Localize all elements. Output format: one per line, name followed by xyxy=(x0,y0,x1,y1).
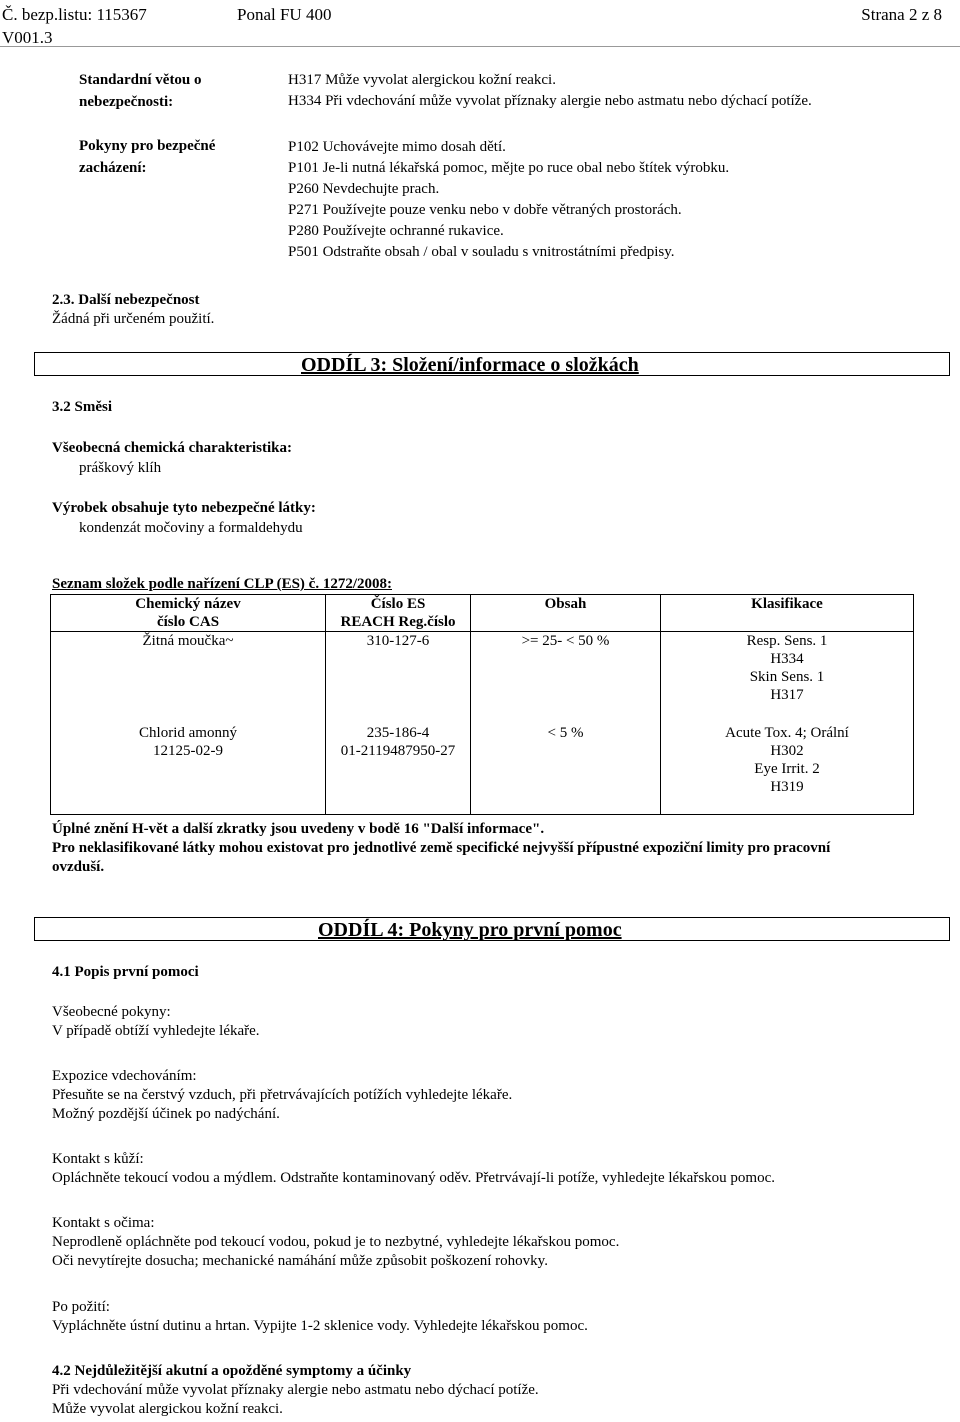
inhalation-text: Přesuňte se na čerstvý vzduch, při přetrvávajících potížích vyhledejte lékaře. xyxy=(52,1087,513,1103)
label-line: Pokyny pro bezpečné xyxy=(79,138,216,154)
table-row xyxy=(51,632,914,723)
section3-title: ODDÍL 3: Složení/informace o složkách xyxy=(301,354,639,376)
h-statement: H334 Při vdechování může vyvolat příznaky alergie nebo astmatu nebo dýchací potíže. xyxy=(288,93,812,109)
note-exposure-limits-cont: ovzduší. xyxy=(52,859,105,875)
cell-ec xyxy=(326,632,471,723)
general-advice-text: V případě obtíží vyhledejte lékaře. xyxy=(52,1023,260,1039)
chemical-name: Chlorid amonný xyxy=(139,725,237,741)
skin-contact-text: Opláchněte tekoucí vodou a mýdlem. Odstraňte kontaminovaný oděv. Přetrvávají-li potíže, vyhledejte lékařskou pomoc. xyxy=(52,1170,775,1186)
header-text: Chemický název xyxy=(135,596,241,612)
precautionary-statements xyxy=(288,137,948,263)
page-number: Strana 2 z 8 xyxy=(861,5,942,24)
general-characteristic-label: Všeobecná chemická charakteristika: xyxy=(52,440,292,456)
chemical-name: Žitná moučka~ xyxy=(142,633,234,649)
cell-content xyxy=(471,722,661,815)
skin-contact-label: Kontakt s kůží: xyxy=(52,1151,144,1167)
other-hazard-heading: 2.3. Další nebezpečnost xyxy=(52,292,200,308)
inhalation-label: Expozice vdechováním: xyxy=(52,1068,197,1084)
components-list-heading: Seznam složek podle nařízení CLP (ES) č. 1272/2008: xyxy=(52,576,392,592)
header-text: REACH Reg.číslo xyxy=(340,614,456,630)
classification-line: H334 xyxy=(770,651,804,667)
ec-number: 310-127-6 xyxy=(366,633,430,649)
inhalation-text: Možný pozdější účinek po nadýchání. xyxy=(52,1106,280,1122)
table-row xyxy=(51,722,914,815)
h-statement: H317 Může vyvolat alergickou kožní reakci. xyxy=(288,72,556,88)
header-text: Číslo ES xyxy=(370,596,426,612)
inhalation xyxy=(52,1067,932,1124)
label-line: Standardní větou o xyxy=(79,72,202,88)
general-advice xyxy=(52,1003,932,1041)
p-statement: P102 Uchovávejte mimo dosah dětí. xyxy=(288,139,506,155)
cell-name xyxy=(51,632,326,723)
label-line: zacházení: xyxy=(79,160,147,176)
components-table xyxy=(50,594,914,815)
reach-number: 01-2119487950-27 xyxy=(340,743,456,759)
cell-ec xyxy=(326,722,471,815)
hazardous-substances-value: kondenzát močoviny a formaldehydu xyxy=(79,520,303,536)
col-content xyxy=(471,595,661,632)
p-statement: P501 Odstraňte obsah / obal v souladu s vnitrostátními předpisy. xyxy=(288,244,675,260)
table-header-row xyxy=(51,595,914,632)
product-name: Ponal FU 400 xyxy=(237,5,332,24)
header-text: Klasifikace xyxy=(751,596,823,612)
precautionary-label xyxy=(79,135,279,179)
cell-name xyxy=(51,722,326,815)
section3-subheading: 3.2 Směsi xyxy=(52,399,112,415)
ingestion-label: Po požití: xyxy=(52,1299,110,1315)
col-chemical-name xyxy=(51,595,326,632)
general-advice-label: Všeobecné pokyny: xyxy=(52,1004,171,1020)
note-exposure-limits: Pro neklasifikované látky mohou existovat pro jednotlivé země specifické nejvyšší přípustné expoziční limity pro pracovní xyxy=(52,840,831,856)
p-statement: P260 Nevdechujte prach. xyxy=(288,181,440,197)
classification-line: H319 xyxy=(770,779,804,795)
eye-contact xyxy=(52,1214,932,1271)
ingestion-text: Vypláchněte ústní dutinu a hrtan. Vypijte 1-2 sklenice vody. Vyhledejte lékařskou pomoc. xyxy=(52,1318,588,1334)
version: V001.3 xyxy=(2,28,53,47)
symptoms-heading: 4.2 Nejdůležitější akutní a opožděné symptomy a účinky xyxy=(52,1363,412,1379)
section3-notes xyxy=(52,820,952,877)
header-text: Obsah xyxy=(544,596,587,612)
symptoms-text: Při vdechování může vyvolat příznaky alergie nebo astmatu nebo dýchací potíže. xyxy=(52,1382,539,1398)
symptoms-text: Může vyvolat alergickou kožní reakci. xyxy=(52,1401,283,1417)
general-characteristic xyxy=(52,438,292,478)
symptoms xyxy=(52,1362,932,1419)
section4-subheading: 4.1 Popis první pomoci xyxy=(52,964,199,980)
eye-contact-text: Neprodleně opláchněte pod tekoucí vodou, pokud je to nezbytné, vyhledejte lékařskou pomoc. xyxy=(52,1234,620,1250)
hazard-statements-label xyxy=(79,69,279,113)
col-ec-number xyxy=(326,595,471,632)
p-statement: P101 Je-li nutná lékařská pomoc, mějte po ruce obal nebo štítek výrobku. xyxy=(288,160,730,176)
label-line: nebezpečnosti: xyxy=(79,94,174,110)
header-text: číslo CAS xyxy=(156,614,220,630)
content-value: < 5 % xyxy=(547,725,584,741)
page-header xyxy=(0,0,960,46)
eye-contact-label: Kontakt s očima: xyxy=(52,1215,155,1231)
ec-number: 235-186-4 xyxy=(366,725,430,741)
hazardous-substances xyxy=(52,498,316,538)
hazard-statements xyxy=(288,70,948,112)
classification-line: H317 xyxy=(770,687,804,703)
header-divider xyxy=(0,46,960,47)
col-classification xyxy=(661,595,914,632)
classification-line: Acute Tox. 4; Orální xyxy=(725,725,849,741)
cell-content xyxy=(471,632,661,723)
classification-line: Resp. Sens. 1 xyxy=(746,633,828,649)
skin-contact xyxy=(52,1150,932,1188)
classification-line: Skin Sens. 1 xyxy=(749,669,825,685)
cell-classification xyxy=(661,722,914,815)
p-statement: P271 Používejte pouze venku nebo v dobře větraných prostorách. xyxy=(288,202,682,218)
general-characteristic-value: práškový klíh xyxy=(79,460,162,476)
cell-classification xyxy=(661,632,914,723)
note-h-statements: Úplné znění H-vět a další zkratky jsou uvedeny v bodě 16 "Další informace". xyxy=(52,821,545,837)
eye-contact-text: Oči nevytírejte dosucha; mechanické namáhání může způsobit poškození rohovky. xyxy=(52,1253,548,1269)
classification-line: Eye Irrit. 2 xyxy=(754,761,820,777)
hazardous-substances-label: Výrobek obsahuje tyto nebezpečné látky: xyxy=(52,500,316,516)
section4-title: ODDÍL 4: Pokyny pro první pomoc xyxy=(318,919,622,941)
other-hazard-text: Žádná při určeném použití. xyxy=(52,311,215,327)
ingestion xyxy=(52,1298,932,1336)
other-hazard xyxy=(52,291,214,329)
content-value: >= 25- < 50 % xyxy=(521,633,610,649)
p-statement: P280 Používejte ochranné rukavice. xyxy=(288,223,504,239)
cas-number: 12125-02-9 xyxy=(153,743,223,759)
classification-line: H302 xyxy=(770,743,804,759)
sheet-id: Č. bezp.listu: 115367 xyxy=(2,5,147,24)
